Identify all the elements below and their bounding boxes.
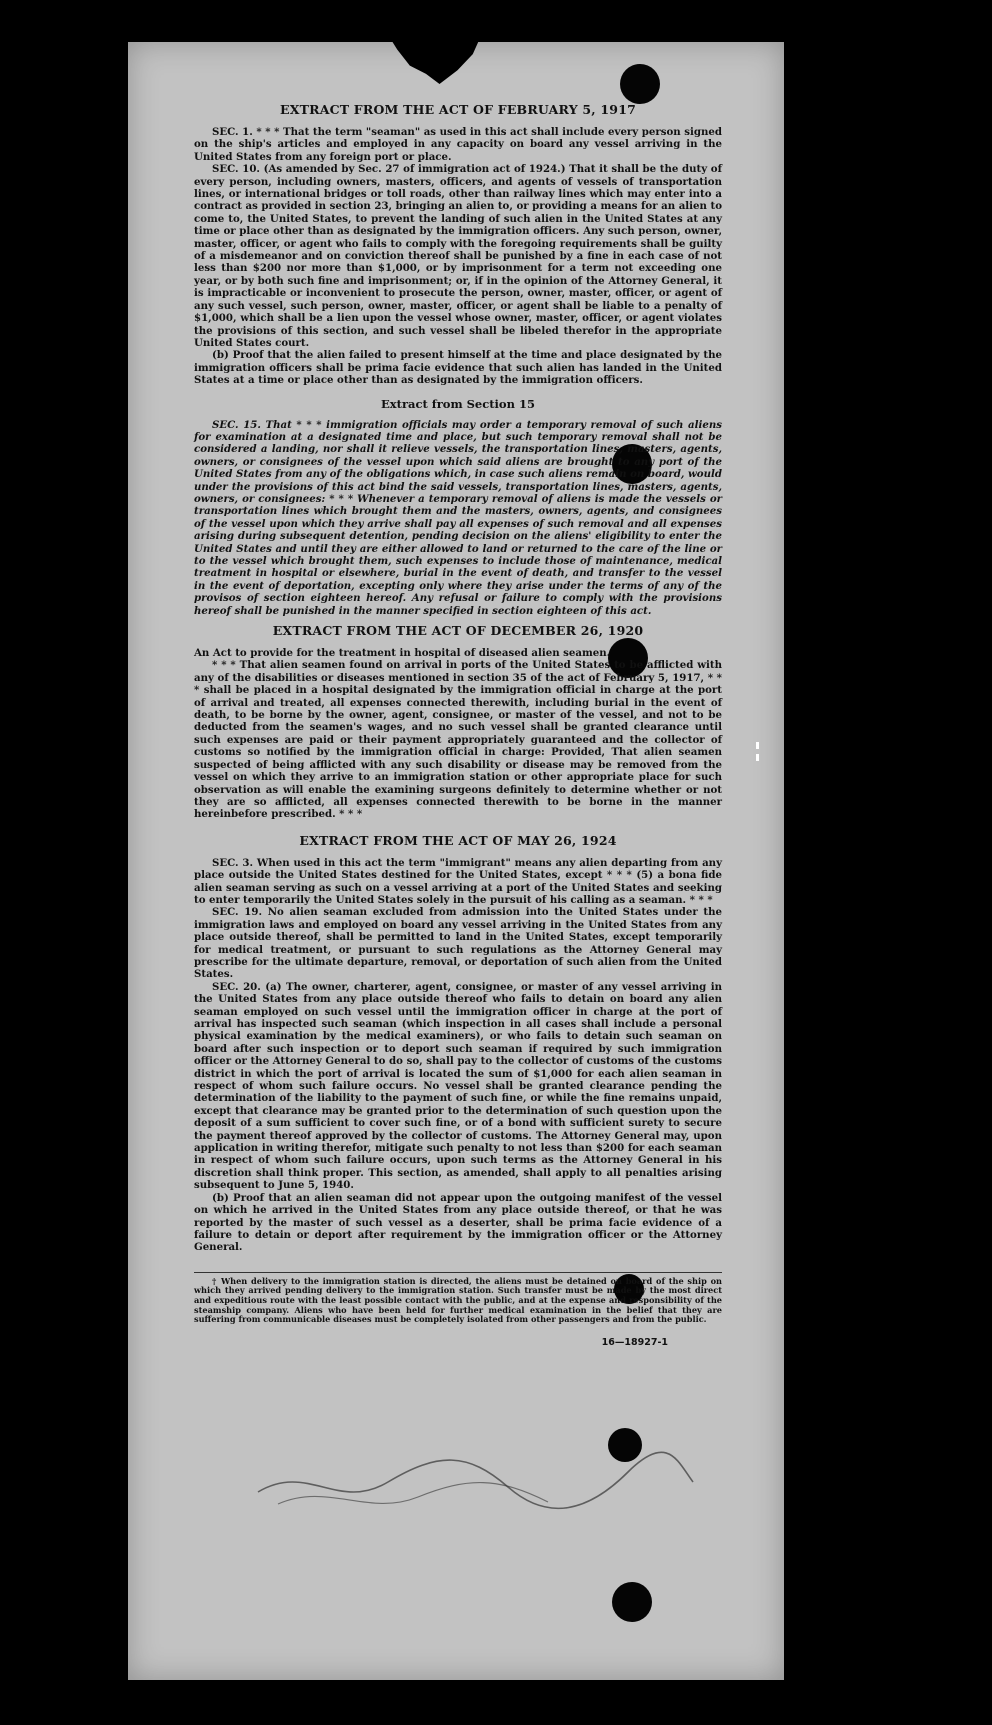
- section-1917: [194, 126, 722, 387]
- footnote: [194, 1272, 722, 1325]
- sec-20-text: SEC. 20. (a) The owner, charterer, agent, consignee, or master of any vessel arriving in the United States from any place outside thereof who fails to detain on board any alien seaman employed on such vessel until the immigration officer in charge at the port of arrival has inspected such seaman (which inspection in all cases shall include a personal physical examination by the medical examiners), or who fails to detain such seaman on board after such inspection or to deport such seaman if required by such immigration officer or the Attorney General to do so, shall pay to the collector of customs of the customs district in which the port of arrival is located the sum of $1,000 for each alien seaman in respect of whom such failure occurs. No vessel shall be granted clearance pending the determination of the liability to the payment of such fine, or while the fine remains unpaid, except that clearance may be granted prior to the determination of such question upon the deposit of a sum sufficient to cover such fine, or of a bond with sufficient surety to secure the payment thereof approved by the collector of customs. The Attorney General may, upon application in writing therefor, mitigate such penalty to not less than $200 for each seaman in respect of whom such failure occurs, upon such terms as the Attorney General in his discretion shall think proper. This section, as amended, shall apply to all penalties arising subsequent to June 5, 1940.: [194, 980, 722, 1192]
- edge-marks: [756, 742, 762, 772]
- heading-act-1917: EXTRACT FROM THE ACT OF FEBRUARY 5, 1917: [279, 102, 636, 117]
- sec-19-text: SEC. 19. No alien seaman excluded from admission into the United States under the immigration laws and employed on board any vessel arriving in the United States from any place outside thereof, shall be permitted to land in the United States, except temporarily for medical treatment, or pursuant to such regulations as the Attorney General may prescribe for the ultimate departure, removal, or deportation of such alien from the United States.: [194, 906, 722, 981]
- section-1920: [194, 647, 722, 821]
- section-15: [194, 419, 722, 618]
- act-1920-text: * * * That alien seamen found on arrival in ports of the United States to be afflicted with any of the disabilities or diseases mentioned in section 35 of the act of February 5, 1917, * * * shall be placed in a hospital designated by the immigration official in charge at the port of arrival and treated, all expenses connected therewith, including burial in the event of death, to be borne by the owner, agent, consignee, or master of the vessel, and not to be deducted from the seamen's wages, and no such vessel shall be granted clearance until such expenses are paid or their payment appropriately guaranteed and the collector of customs so notified by the immigration official in charge: Provided, That alien seamen suspected of being afflicted with any such disability or disease may be removed from the vessel on which they arrive to an immigration station or other appropriate place for such observation as will enable the examining surgeons definitely to determine whether or not they are so afflicted, all expenses connected therewith to be borne in the manner hereinbefore prescribed. * * *: [194, 659, 722, 821]
- form-number: 16—18927-1: [601, 1336, 668, 1348]
- sec-1-text: SEC. 1. * * * That the term "seaman" as used in this act shall include every person signed on the ship's articles and employed in any capacity on board any vessel arriving in the United States from any foreign port or place.: [194, 126, 722, 163]
- document-page: [128, 42, 784, 1680]
- sec-15-text: SEC. 15. That * * * immigration officials may order a temporary removal of such aliens for examination at a designated time and place, but such temporary removal shall not be considered a landing, nor shall it relieve vessels, the transportation lines, masters, agents, owners, or consignees of the vessel upon which said aliens are brought to any port of the United States from any of the obligations which, in case such aliens remain on board, would under the provisions of this act bind the said vessels, transportation lines, masters, agents, owners, or consignees: * * * Whenever a temporary removal of aliens is made the vessels or transportation lines which brought them and the masters, owners, agents, and consignees of the vessel upon which they arrive shall pay all expenses of such removal and all expenses arising during subsequent detention, pending decision on the aliens' eligibility to enter the United States and until they are either allowed to land or returned to the care of the line or to the vessel which brought them, such expenses to include those of maintenance, medical treatment in hospital or elsewhere, burial in the event of death, and transfer to the vessel in the event of deportation, excepting only where they arise under the terms of any of the provisos of section eighteen hereof. Any refusal or failure to comply with the provisions hereof shall be punished in the manner specified in section eighteen of this act.: [194, 418, 722, 617]
- section-1924: [194, 857, 722, 1254]
- torn-corner: [390, 38, 480, 84]
- heading-act-1920: EXTRACT FROM THE ACT OF DECEMBER 26, 1920: [272, 623, 644, 639]
- sec-10-text: SEC. 10. (As amended by Sec. 27 of immigration act of 1924.) That it shall be the duty of every person, including owners, masters, officers, and agents of vessels of transportation lines, or international bridges or toll roads, other than railway lines which may enter into a contract as provided in section 23, bringing an alien to, or providing a means for an alien to come to, the United States, to prevent the landing of such alien in the United States at any time or place other than as designated by the immigration officers. Any such person, owner, master, officer, or agent who fails to comply with the foregoing requirements shall be guilty of a misdemeanor and on conviction thereof shall be punished by a fine in each case of not less than $200 nor more than $1,000, or by imprisonment for a term not exceeding one year, or by both such fine and imprisonment; or, if in the opinion of the Attorney General, it is impracticable or inconvenient to prosecute the person, owner, master, officer, or agent of any such vessel, such person, owner, master, officer, or agent shall be liable to a penalty of $1,000, which shall be a lien upon the vessel whose owner, master, officer, or agent violates the provisions of this section, and such vessel shall be libeled therefor in the appropriate United States court.: [194, 163, 722, 349]
- punch-hole-5: [608, 1428, 642, 1462]
- punch-hole-6: [612, 1582, 652, 1622]
- heading-section-15: Extract from Section 15: [381, 396, 535, 411]
- sec-3-text: SEC. 3. When used in this act the term "immigrant" means any alien departing from any place outside the United States destined for the United States, except * * * (5) a bona fide alien seaman serving as such on a vessel arriving at a port of the United States and seeking to enter temporarily the United States solely in the pursuit of his calling as a seaman. * * *: [194, 856, 722, 906]
- punch-hole-1: [620, 64, 660, 104]
- sec-20b-text: (b) Proof that an alien seaman did not appear upon the outgoing manifest of the vessel on which he arrived in the United States from any place outside thereof, or that he was reported by the master of such vessel as a deserter, shall be prima facie evidence of a failure to detain or deport after requirement by the immigration officer or the Attorney General.: [194, 1191, 722, 1254]
- footnote-text: † When delivery to the immigration station is directed, the aliens must be detained on board of the ship on which they arrived pending delivery to the immigration station. Such transfer must be made by the most direct and expeditious route with the least possible contact with the public, and at the expense and responsibility of the steamship company. Aliens who have been held for further medical examination in the belief that they are suffering from communicable diseases must be completely isolated from other passengers and from the public.: [194, 1275, 722, 1325]
- act-1920-title: An Act to provide for the treatment in hospital of diseased alien seamen.: [194, 647, 611, 660]
- heading-act-1924: EXTRACT FROM THE ACT OF MAY 26, 1924: [299, 832, 617, 848]
- document-text: [194, 102, 722, 1348]
- sec-10b-text: (b) Proof that the alien failed to present himself at the time and place designated by the immigration officers shall be prima facie evidence that such alien has landed in the United States at a time or place other than as designated by the immigration officers.: [194, 349, 722, 387]
